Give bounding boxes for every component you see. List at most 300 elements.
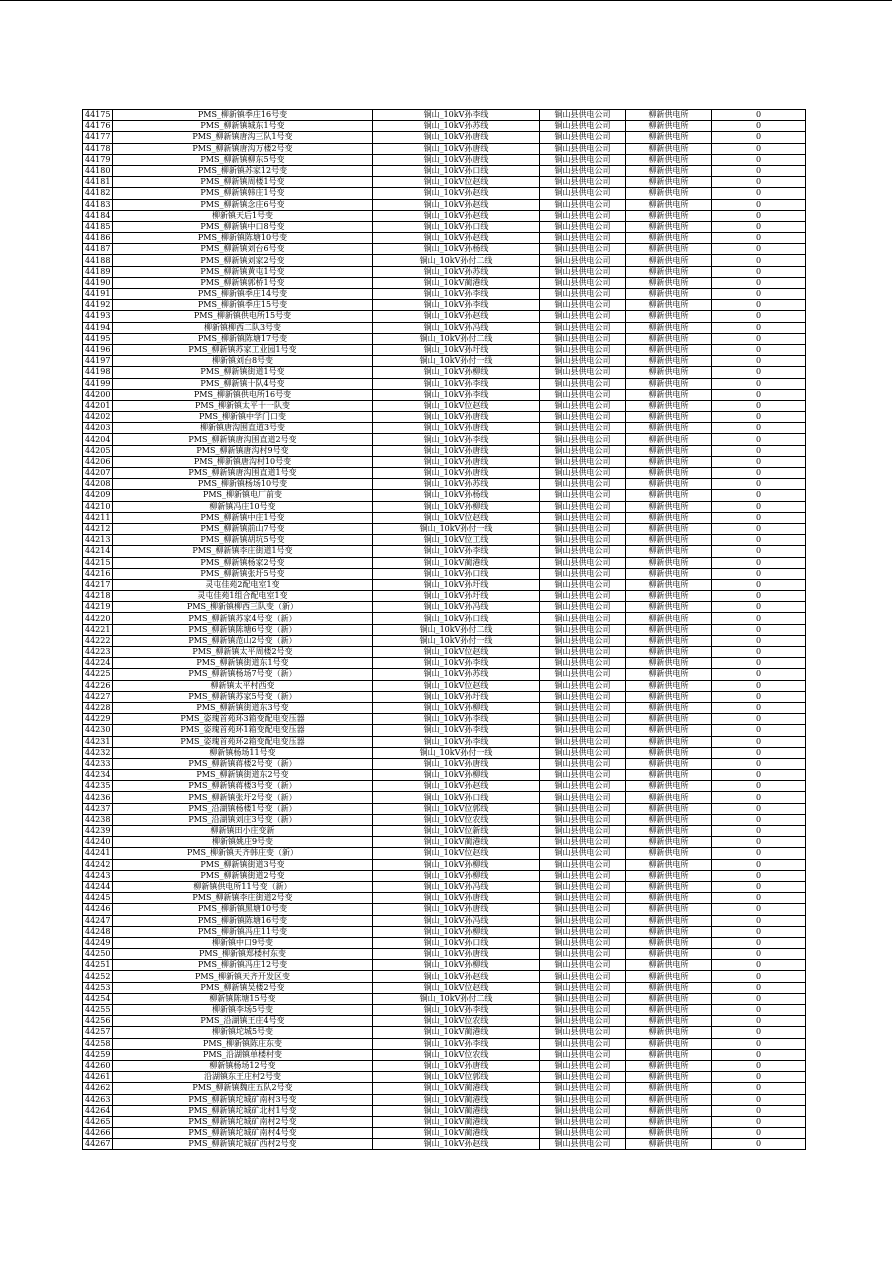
- station-name-cell: PMS_柳新镇陈塘16号变: [113, 915, 373, 926]
- company-cell: 铜山县供电公司: [540, 568, 626, 579]
- value-cell: 0: [712, 523, 806, 534]
- office-cell: 柳新供电所: [626, 1116, 712, 1127]
- station-name-cell: PMS_柳新镇唐沟村10号变: [113, 456, 373, 467]
- value-cell: 0: [712, 1005, 806, 1016]
- row-id-cell: 44179: [83, 154, 113, 165]
- office-cell: 柳新供电所: [626, 635, 712, 646]
- value-cell: 0: [712, 1027, 806, 1038]
- office-cell: 柳新供电所: [626, 468, 712, 479]
- office-cell: 柳新供电所: [626, 378, 712, 389]
- table-row: [83, 1094, 806, 1105]
- company-cell: 铜山县供电公司: [540, 333, 626, 344]
- company-cell: 铜山县供电公司: [540, 602, 626, 613]
- line-name-cell: 铜山_10kV位新线: [373, 826, 540, 837]
- company-cell: 铜山县供电公司: [540, 725, 626, 736]
- value-cell: 0: [712, 445, 806, 456]
- office-cell: 柳新供电所: [626, 926, 712, 937]
- line-name-cell: 铜山_10kV孙冯线: [373, 915, 540, 926]
- line-name-cell: 铜山_10kV孙李线: [373, 434, 540, 445]
- station-name-cell: 柳新镇坨城5号变: [113, 1027, 373, 1038]
- table-row: [83, 546, 806, 557]
- line-name-cell: 铜山_10kV蔺港线: [373, 1027, 540, 1038]
- value-cell: 0: [712, 814, 806, 825]
- line-name-cell: 铜山_10kV孙李线: [373, 736, 540, 747]
- table-row: [83, 1128, 806, 1139]
- station-name-cell: 柳新镇柳西二队3号变: [113, 322, 373, 333]
- value-cell: 0: [712, 904, 806, 915]
- row-id-cell: 44255: [83, 1005, 113, 1016]
- line-name-cell: 铜山_10kV孙付一线: [373, 635, 540, 646]
- office-cell: 柳新供电所: [626, 412, 712, 423]
- row-id-cell: 44226: [83, 680, 113, 691]
- row-id-cell: 44176: [83, 121, 113, 132]
- value-cell: 0: [712, 311, 806, 322]
- row-id-cell: 44246: [83, 904, 113, 915]
- line-name-cell: 铜山_10kV孙口线: [373, 568, 540, 579]
- row-id-cell: 44210: [83, 501, 113, 512]
- value-cell: 0: [712, 512, 806, 523]
- line-name-cell: 铜山_10kV位郭线: [373, 803, 540, 814]
- value-cell: 0: [712, 110, 806, 121]
- station-name-cell: 灵屯佳苑2配电室1变: [113, 579, 373, 590]
- company-cell: 铜山县供电公司: [540, 512, 626, 523]
- office-cell: 柳新供电所: [626, 199, 712, 210]
- value-cell: 0: [712, 266, 806, 277]
- row-id-cell: 44222: [83, 635, 113, 646]
- table-row: [83, 412, 806, 423]
- station-name-cell: PMS_柳新镇杨家2号变: [113, 557, 373, 568]
- row-id-cell: 44183: [83, 199, 113, 210]
- office-cell: 柳新供电所: [626, 266, 712, 277]
- company-cell: 铜山县供电公司: [540, 367, 626, 378]
- value-cell: 0: [712, 423, 806, 434]
- line-name-cell: 铜山_10kV孙柳线: [373, 702, 540, 713]
- value-cell: 0: [712, 949, 806, 960]
- office-cell: 柳新供电所: [626, 680, 712, 691]
- line-name-cell: 铜山_10kV蔺港线: [373, 837, 540, 848]
- table-row: [83, 322, 806, 333]
- office-cell: 柳新供电所: [626, 1049, 712, 1060]
- row-id-cell: 44235: [83, 781, 113, 792]
- row-id-cell: 44260: [83, 1060, 113, 1071]
- table-row: [83, 1060, 806, 1071]
- station-name-cell: PMS_柳新镇冯庄11号变: [113, 926, 373, 937]
- row-id-cell: 44204: [83, 434, 113, 445]
- data-table: [82, 109, 806, 1150]
- company-cell: 铜山县供电公司: [540, 714, 626, 725]
- company-cell: 铜山县供电公司: [540, 233, 626, 244]
- station-name-cell: PMS_柳新镇供电所15号变: [113, 311, 373, 322]
- office-cell: 柳新供电所: [626, 1139, 712, 1150]
- office-cell: 柳新供电所: [626, 1005, 712, 1016]
- station-name-cell: PMS_柳新镇张圩2号变（新）: [113, 792, 373, 803]
- office-cell: 柳新供电所: [626, 770, 712, 781]
- value-cell: 0: [712, 881, 806, 892]
- row-id-cell: 44232: [83, 747, 113, 758]
- office-cell: 柳新供电所: [626, 233, 712, 244]
- value-cell: 0: [712, 479, 806, 490]
- office-cell: 柳新供电所: [626, 121, 712, 132]
- station-name-cell: PMS_柳新镇供电所16号变: [113, 389, 373, 400]
- office-cell: 柳新供电所: [626, 244, 712, 255]
- office-cell: 柳新供电所: [626, 389, 712, 400]
- company-cell: 铜山县供电公司: [540, 244, 626, 255]
- company-cell: 铜山县供电公司: [540, 680, 626, 691]
- table-row: [83, 389, 806, 400]
- company-cell: 铜山县供电公司: [540, 747, 626, 758]
- line-name-cell: 铜山_10kV孙李线: [373, 300, 540, 311]
- line-name-cell: 铜山_10kV位赵线: [373, 982, 540, 993]
- company-cell: 铜山县供电公司: [540, 143, 626, 154]
- row-id-cell: 44213: [83, 535, 113, 546]
- company-cell: 铜山县供电公司: [540, 1049, 626, 1060]
- row-id-cell: 44175: [83, 110, 113, 121]
- line-name-cell: 铜山_10kV孙口线: [373, 221, 540, 232]
- table-row: [83, 1105, 806, 1116]
- station-name-cell: PMS_姿瑰首苑环2箱变配电变压器: [113, 736, 373, 747]
- office-cell: 柳新供电所: [626, 870, 712, 881]
- row-id-cell: 44247: [83, 915, 113, 926]
- line-name-cell: 铜山_10kV蔺港线: [373, 1116, 540, 1127]
- row-id-cell: 44190: [83, 277, 113, 288]
- row-id-cell: 44230: [83, 725, 113, 736]
- value-cell: 0: [712, 602, 806, 613]
- row-id-cell: 44188: [83, 255, 113, 266]
- line-name-cell: 铜山_10kV孙圩线: [373, 691, 540, 702]
- station-name-cell: 柳新镇杨场12号变: [113, 1060, 373, 1071]
- table-row: [83, 154, 806, 165]
- row-id-cell: 44266: [83, 1128, 113, 1139]
- table-row: [83, 445, 806, 456]
- line-name-cell: 铜山_10kV孙唐线: [373, 456, 540, 467]
- row-id-cell: 44262: [83, 1083, 113, 1094]
- line-name-cell: 铜山_10kV孙圩线: [373, 591, 540, 602]
- office-cell: 柳新供电所: [626, 960, 712, 971]
- office-cell: 柳新供电所: [626, 1083, 712, 1094]
- office-cell: 柳新供电所: [626, 143, 712, 154]
- company-cell: 铜山县供电公司: [540, 915, 626, 926]
- value-cell: 0: [712, 367, 806, 378]
- station-name-cell: PMS_柳新镇中口8号变: [113, 221, 373, 232]
- office-cell: 柳新供电所: [626, 132, 712, 143]
- company-cell: 铜山县供电公司: [540, 859, 626, 870]
- company-cell: 铜山县供电公司: [540, 792, 626, 803]
- row-id-cell: 44214: [83, 546, 113, 557]
- line-name-cell: 铜山_10kV孙苏线: [373, 121, 540, 132]
- company-cell: 铜山县供电公司: [540, 960, 626, 971]
- office-cell: 柳新供电所: [626, 177, 712, 188]
- table-row: [83, 960, 806, 971]
- station-name-cell: PMS_柳新镇唐沟三队1号变: [113, 132, 373, 143]
- office-cell: 柳新供电所: [626, 344, 712, 355]
- table-row: [83, 266, 806, 277]
- line-name-cell: 铜山_10kV位赵线: [373, 647, 540, 658]
- station-name-cell: 柳新镇天后1号变: [113, 210, 373, 221]
- company-cell: 铜山县供电公司: [540, 758, 626, 769]
- office-cell: 柳新供电所: [626, 1094, 712, 1105]
- office-cell: 柳新供电所: [626, 971, 712, 982]
- table-row: [83, 926, 806, 937]
- table-row: [83, 1049, 806, 1060]
- office-cell: 柳新供电所: [626, 837, 712, 848]
- row-id-cell: 44233: [83, 758, 113, 769]
- row-id-cell: 44220: [83, 613, 113, 624]
- table-row: [83, 949, 806, 960]
- station-name-cell: PMS_柳新镇念庄6号变: [113, 199, 373, 210]
- row-id-cell: 44209: [83, 490, 113, 501]
- line-name-cell: 铜山_10kV蔺港线: [373, 277, 540, 288]
- company-cell: 铜山县供电公司: [540, 848, 626, 859]
- value-cell: 0: [712, 837, 806, 848]
- company-cell: 铜山县供电公司: [540, 647, 626, 658]
- company-cell: 铜山县供电公司: [540, 993, 626, 1004]
- company-cell: 铜山县供电公司: [540, 669, 626, 680]
- office-cell: 柳新供电所: [626, 591, 712, 602]
- value-cell: 0: [712, 915, 806, 926]
- office-cell: 柳新供电所: [626, 322, 712, 333]
- station-name-cell: PMS_沿湖镇单楼村变: [113, 1049, 373, 1060]
- company-cell: 铜山县供电公司: [540, 188, 626, 199]
- company-cell: 铜山县供电公司: [540, 277, 626, 288]
- company-cell: 铜山县供电公司: [540, 926, 626, 937]
- office-cell: 柳新供电所: [626, 602, 712, 613]
- company-cell: 铜山县供电公司: [540, 971, 626, 982]
- value-cell: 0: [712, 826, 806, 837]
- line-name-cell: 铜山_10kV孙李线: [373, 714, 540, 725]
- line-name-cell: 铜山_10kV位农线: [373, 1016, 540, 1027]
- value-cell: 0: [712, 244, 806, 255]
- office-cell: 柳新供电所: [626, 624, 712, 635]
- value-cell: 0: [712, 859, 806, 870]
- line-name-cell: 铜山_10kV孙李线: [373, 1038, 540, 1049]
- value-cell: 0: [712, 770, 806, 781]
- station-name-cell: 柳新镇陈塘15号变: [113, 993, 373, 1004]
- value-cell: 0: [712, 613, 806, 624]
- table-row: [83, 367, 806, 378]
- row-id-cell: 44223: [83, 647, 113, 658]
- table-row: [83, 635, 806, 646]
- value-cell: 0: [712, 926, 806, 937]
- station-name-cell: PMS_柳新镇街道东2号变: [113, 770, 373, 781]
- line-name-cell: 铜山_10kV孙杨线: [373, 244, 540, 255]
- company-cell: 铜山县供电公司: [540, 982, 626, 993]
- office-cell: 柳新供电所: [626, 881, 712, 892]
- row-id-cell: 44199: [83, 378, 113, 389]
- row-id-cell: 44191: [83, 289, 113, 300]
- office-cell: 柳新供电所: [626, 289, 712, 300]
- office-cell: 柳新供电所: [626, 691, 712, 702]
- line-name-cell: 铜山_10kV孙唐线: [373, 143, 540, 154]
- station-name-cell: PMS_柳新镇唐沟万楼2号变: [113, 143, 373, 154]
- table-row: [83, 691, 806, 702]
- line-name-cell: 铜山_10kV孙赵线: [373, 781, 540, 792]
- value-cell: 0: [712, 691, 806, 702]
- office-cell: 柳新供电所: [626, 859, 712, 870]
- office-cell: 柳新供电所: [626, 1128, 712, 1139]
- value-cell: 0: [712, 1038, 806, 1049]
- row-id-cell: 44237: [83, 803, 113, 814]
- line-name-cell: 铜山_10kV孙唐线: [373, 893, 540, 904]
- value-cell: 0: [712, 490, 806, 501]
- company-cell: 铜山县供电公司: [540, 1094, 626, 1105]
- office-cell: 柳新供电所: [626, 647, 712, 658]
- row-id-cell: 44221: [83, 624, 113, 635]
- line-name-cell: 铜山_10kV孙李线: [373, 389, 540, 400]
- line-name-cell: 铜山_10kV孙唐线: [373, 423, 540, 434]
- office-cell: 柳新供电所: [626, 300, 712, 311]
- station-name-cell: PMS_姿瑰首苑环3箱变配电变压器: [113, 714, 373, 725]
- line-name-cell: 铜山_10kV孙唐线: [373, 154, 540, 165]
- station-name-cell: PMS_柳新镇坨城矿南村3号变: [113, 1094, 373, 1105]
- line-name-cell: 铜山_10kV孙赵线: [373, 971, 540, 982]
- station-name-cell: PMS_柳新镇中庄1号变: [113, 512, 373, 523]
- row-id-cell: 44242: [83, 859, 113, 870]
- value-cell: 0: [712, 781, 806, 792]
- row-id-cell: 44194: [83, 322, 113, 333]
- line-name-cell: 铜山_10kV孙柳线: [373, 367, 540, 378]
- table-row: [83, 982, 806, 993]
- value-cell: 0: [712, 277, 806, 288]
- station-name-cell: PMS_柳新镇唐沟围直道1号变: [113, 468, 373, 479]
- row-id-cell: 44205: [83, 445, 113, 456]
- office-cell: 柳新供电所: [626, 848, 712, 859]
- line-name-cell: 铜山_10kV蔺港线: [373, 1083, 540, 1094]
- company-cell: 铜山县供电公司: [540, 322, 626, 333]
- office-cell: 柳新供电所: [626, 915, 712, 926]
- company-cell: 铜山县供电公司: [540, 1038, 626, 1049]
- line-name-cell: 铜山_10kV位赵线: [373, 848, 540, 859]
- company-cell: 铜山县供电公司: [540, 624, 626, 635]
- company-cell: 铜山县供电公司: [540, 378, 626, 389]
- row-id-cell: 44250: [83, 949, 113, 960]
- table-row: [83, 311, 806, 322]
- line-name-cell: 铜山_10kV孙赵线: [373, 1139, 540, 1150]
- value-cell: 0: [712, 356, 806, 367]
- station-name-cell: PMS_柳新镇黄屯1号变: [113, 266, 373, 277]
- value-cell: 0: [712, 1049, 806, 1060]
- row-id-cell: 44196: [83, 344, 113, 355]
- table-row: [83, 591, 806, 602]
- value-cell: 0: [712, 456, 806, 467]
- line-name-cell: 铜山_10kV孙苏线: [373, 669, 540, 680]
- office-cell: 柳新供电所: [626, 557, 712, 568]
- table-row: [83, 803, 806, 814]
- value-cell: 0: [712, 557, 806, 568]
- value-cell: 0: [712, 1094, 806, 1105]
- value-cell: 0: [712, 635, 806, 646]
- station-name-cell: PMS_柳新镇李庄街道1号变: [113, 546, 373, 557]
- value-cell: 0: [712, 188, 806, 199]
- table-row: [83, 669, 806, 680]
- row-id-cell: 44252: [83, 971, 113, 982]
- line-name-cell: 铜山_10kV孙冯线: [373, 322, 540, 333]
- row-id-cell: 44181: [83, 177, 113, 188]
- row-id-cell: 44248: [83, 926, 113, 937]
- value-cell: 0: [712, 982, 806, 993]
- row-id-cell: 44227: [83, 691, 113, 702]
- value-cell: 0: [712, 568, 806, 579]
- row-id-cell: 44215: [83, 557, 113, 568]
- value-cell: 0: [712, 1016, 806, 1027]
- table-row: [83, 747, 806, 758]
- office-cell: 柳新供电所: [626, 512, 712, 523]
- station-name-cell: PMS_柳新镇唐沟村9号变: [113, 445, 373, 456]
- company-cell: 铜山县供电公司: [540, 1116, 626, 1127]
- table-row: [83, 434, 806, 445]
- value-cell: 0: [712, 971, 806, 982]
- company-cell: 铜山县供电公司: [540, 423, 626, 434]
- table-row: [83, 993, 806, 1004]
- line-name-cell: 铜山_10kV孙唐线: [373, 132, 540, 143]
- table-row: [83, 736, 806, 747]
- station-name-cell: PMS_柳新镇电厂前变: [113, 490, 373, 501]
- value-cell: 0: [712, 736, 806, 747]
- row-id-cell: 44192: [83, 300, 113, 311]
- line-name-cell: 铜山_10kV孙赵线: [373, 199, 540, 210]
- table-row: [83, 702, 806, 713]
- station-name-cell: PMS_柳新镇刘台6号变: [113, 244, 373, 255]
- table-row: [83, 781, 806, 792]
- row-id-cell: 44219: [83, 602, 113, 613]
- table-row: [83, 971, 806, 982]
- line-name-cell: 铜山_10kV位农线: [373, 814, 540, 825]
- station-name-cell: PMS_柳新镇太平周楼2号变: [113, 647, 373, 658]
- station-name-cell: PMS_沿湖镇王庄4号变: [113, 1016, 373, 1027]
- value-cell: 0: [712, 848, 806, 859]
- office-cell: 柳新供电所: [626, 277, 712, 288]
- company-cell: 铜山县供电公司: [540, 613, 626, 624]
- station-name-cell: 柳新镇姚庄9号变: [113, 837, 373, 848]
- office-cell: 柳新供电所: [626, 367, 712, 378]
- company-cell: 铜山县供电公司: [540, 937, 626, 948]
- table-row: [83, 277, 806, 288]
- table-row: [83, 937, 806, 948]
- line-name-cell: 铜山_10kV孙赵线: [373, 210, 540, 221]
- station-name-cell: PMS_柳新镇魏庄五队2号变: [113, 1083, 373, 1094]
- office-cell: 柳新供电所: [626, 490, 712, 501]
- line-name-cell: 铜山_10kV孙赵线: [373, 311, 540, 322]
- row-id-cell: 44195: [83, 333, 113, 344]
- office-cell: 柳新供电所: [626, 456, 712, 467]
- table-row: [83, 210, 806, 221]
- company-cell: 铜山县供电公司: [540, 1105, 626, 1116]
- company-cell: 铜山县供电公司: [540, 389, 626, 400]
- value-cell: 0: [712, 758, 806, 769]
- company-cell: 铜山县供电公司: [540, 412, 626, 423]
- value-cell: 0: [712, 233, 806, 244]
- company-cell: 铜山县供电公司: [540, 546, 626, 557]
- value-cell: 0: [712, 400, 806, 411]
- table-row: [83, 770, 806, 781]
- table-row: [83, 221, 806, 232]
- table-row: [83, 333, 806, 344]
- station-name-cell: 柳新镇太平村西变: [113, 680, 373, 691]
- station-name-cell: PMS_柳新镇范山2号变（新）: [113, 635, 373, 646]
- company-cell: 铜山县供电公司: [540, 356, 626, 367]
- row-id-cell: 44203: [83, 423, 113, 434]
- table-row: [83, 881, 806, 892]
- office-cell: 柳新供电所: [626, 814, 712, 825]
- line-name-cell: 铜山_10kV孙柳线: [373, 501, 540, 512]
- value-cell: 0: [712, 893, 806, 904]
- line-name-cell: 铜山_10kV位工线: [373, 535, 540, 546]
- line-name-cell: 铜山_10kV孙柳线: [373, 770, 540, 781]
- office-cell: 柳新供电所: [626, 154, 712, 165]
- value-cell: 0: [712, 333, 806, 344]
- row-id-cell: 44261: [83, 1072, 113, 1083]
- value-cell: 0: [712, 210, 806, 221]
- row-id-cell: 44234: [83, 770, 113, 781]
